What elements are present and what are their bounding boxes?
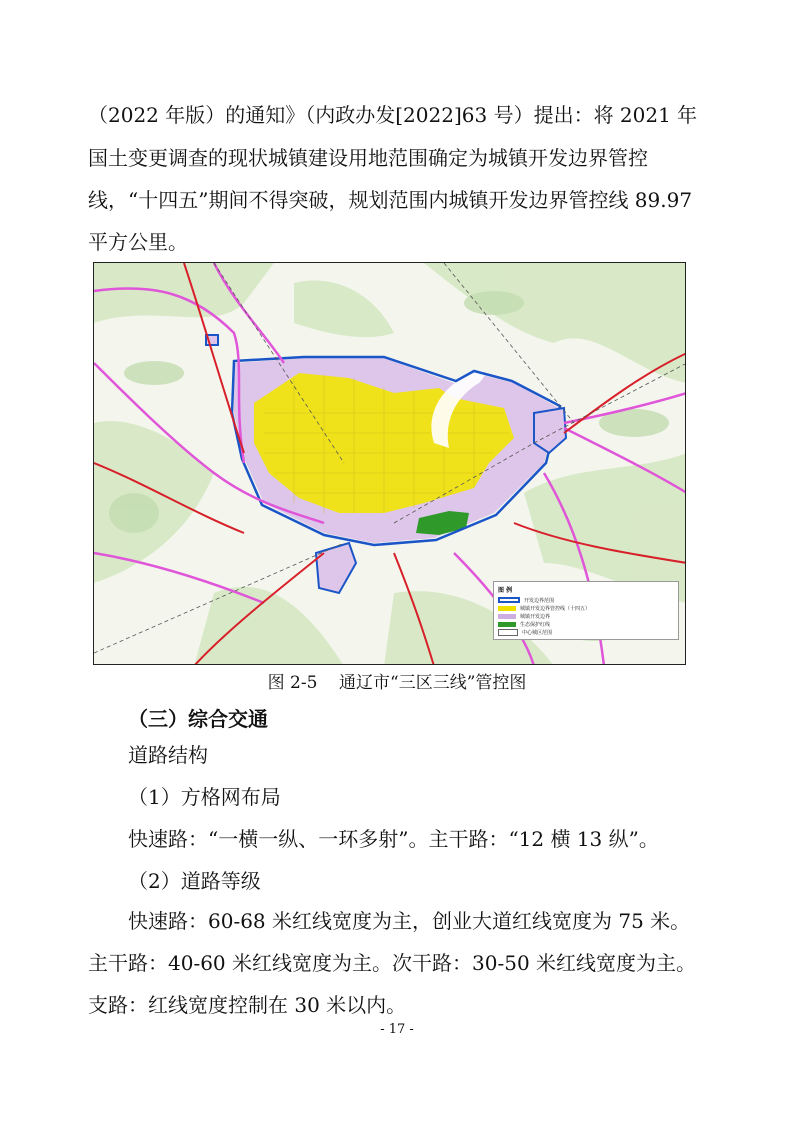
legend-label: 城镇开发边界管控线（十四五） [520, 605, 591, 612]
legend-swatch [498, 614, 516, 619]
legend-swatch [498, 597, 520, 603]
legend-label: 中心城区范围 [522, 629, 553, 636]
legend-item [498, 596, 674, 604]
legend-item [498, 628, 674, 636]
item1-text: 快速路：“一横一纵、一环多射”。主干路：“12 横 13 纵”。 [128, 827, 659, 851]
legend-swatch [498, 606, 516, 611]
item1-title: （1）方格网布局 [128, 785, 281, 809]
legend-swatch [498, 629, 518, 636]
subheading: 道路结构 [128, 743, 208, 767]
map-legend [493, 581, 679, 640]
paragraph-line-2: 国土变更调查的现状城镇建设用地范围确定为城镇开发边界管控 [88, 146, 648, 170]
paragraph-line-3: 线，“十四五”期间不得突破，规划范围内城镇开发边界管控线 89.97 [88, 188, 693, 212]
legend-swatch [498, 622, 516, 627]
legend-label: 开发边界范围 [524, 597, 555, 604]
section-heading: （三）综合交通 [128, 707, 268, 731]
paragraph-line-1: （2022 年版）的通知》（内政办发[2022]63 号）提出：将 2021 年 [88, 103, 698, 127]
legend-title: 图 例 [498, 587, 513, 594]
figure-caption: 图 2-5 通辽市“三区三线”管控图 [267, 673, 527, 693]
legend-item [498, 612, 674, 620]
legend-label: 城镇开发边界 [520, 613, 551, 620]
item2-title: （2）道路等级 [128, 869, 261, 893]
legend-item [498, 604, 674, 612]
page-number: - 17 - [380, 1022, 414, 1037]
legend-item [498, 620, 674, 628]
item2-line-2: 主干路：40-60 米红线宽度为主。次干路：30-50 米红线宽度为主。 [88, 951, 697, 975]
legend-label: 生态保护红线 [520, 621, 551, 628]
item2-line-3: 支路：红线宽度控制在 30 米以内。 [88, 993, 407, 1017]
paragraph-line-4: 平方公里。 [88, 230, 188, 254]
land-control-map [93, 262, 686, 665]
item2-line-1: 快速路：60-68 米红线宽度为主，创业大道红线宽度为 75 米。 [128, 909, 691, 933]
